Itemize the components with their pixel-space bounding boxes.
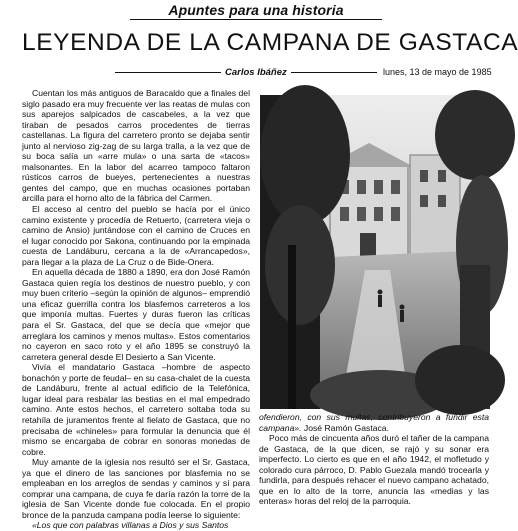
byline-rule: [291, 72, 377, 73]
paragraph: Muy amante de la iglesia nos resultó ser el Sr. Gastaca, ya que el dinero de las sanciones por blasfemia no se empleaban en los arreglos de sendas y caminos y sí para comprar una campana, de cuya fe daría razón la torre de la iglesia de San Vicente donde fue colocada. En el propio bronce de la panzuda campana podía leerse lo siguiente:: [22, 457, 250, 520]
byline-rule: [115, 72, 221, 73]
photo-illustration: [260, 95, 490, 409]
headline: LEYENDA DE LA CAMPANA DE GASTACA: [22, 29, 518, 56]
photo-old-plaza: [260, 95, 490, 409]
text-column-right: [259, 412, 489, 512]
text-column-left: [22, 88, 250, 531]
author: Carlos Ibáñez: [225, 67, 287, 78]
paragraph: Poco más de cincuenta años duró el tañer de la campana de Gastaca, de la que dicen, se rajó y su sonar era imperfecto. Lo cierto es que en el año 1942, el mofletudo y colorado cura párroco, D. Pablo Guezala mandó trocearla y fundirla, para después rehacer el nuevo campano achatado, que en lo alto de la torre, anuncia las «medias y las enteras» horas del reloj de la parroquia.: [259, 433, 489, 507]
paragraph: En aquella década de 1880 a 1890, era don José Ramón Gastaca quien regía los destinos de nuestro pueblo, y con muy buen criterio –según la opinión de algunos– emprendió una eficaz guerrilla contra los blasfemos carreteros a los que imponía multas. Fuertes y duras fueron las críticas para el Sr. Gastaca, del que se decía que «mejor que arreglara los caminos y menos multas». Estos comentarios no cayeron en saco roto y el año 1895 se construyó la carretera general desde El Desierto a San Vicente.: [22, 267, 250, 362]
publication-date: lunes, 13 de mayo de 1985: [383, 67, 492, 77]
paragraph: Vivía el mandatario Gastaca –hombre de aspecto bonachón y porte de feudal– en su casa-chalet de la cuesta de Landáburu, frente al actual edificio de la Telefónica, lugar ideal para resbalar las bestias en el mal empedrado camino. Ante estos hechos, el carretero soltaba toda su retahíla de juramentos frente al fielato de Gastaca, que no precisaba de «chineles» para formular la denuncia que él mismo se encargaba de cobrar en sonoras monedas de cobre.: [22, 362, 250, 457]
paragraph: Cuentan los más antiguos de Baracaldo que a finales del siglo pasado era muy frecuente ver las reatas de mulas con sus aparejos salpicados de cascabeles, a la vez que tiraban de pesados carros procedentes de tierras castellanas. La figura del carretero pronto se dejaba sentir junto al nervioso zig-zag de su larga tralla, a la vez que de su boca salía un «arre mula» o una sarta de «tacos» malsonantes. En la labor del acarreo tampoco faltaron rústicos carros de bueyes, pertenecientes a nuestras gentes del campo, que en muchas ocasiones portaban arcilla para el horno alto de la fábrica del Carmen.: [22, 88, 250, 204]
bell-inscription-continued: ofendieron, con sus multas, contribuyeron a fundir esta campana». José Ramón Gastaca.: [259, 412, 489, 433]
section-heading: Apuntes para una historia: [130, 2, 382, 20]
bell-inscription: «Los que con palabras villanas a Dios y sus Santos: [32, 520, 229, 531]
byline: [115, 66, 495, 80]
paragraph: El acceso al centro del pueblo se hacía por el único camino existente y procedía de Retuerto, (carretera vieja o camino de Ansio) juntándose con el camino de Cruces en el lugar conocido por Sakona, continuando por la empinada cuesta de Landáburu, cercana a la de «Arrancapedos», para llegar a la plaza de La Cruz o de Bide-Onera.: [22, 204, 250, 267]
